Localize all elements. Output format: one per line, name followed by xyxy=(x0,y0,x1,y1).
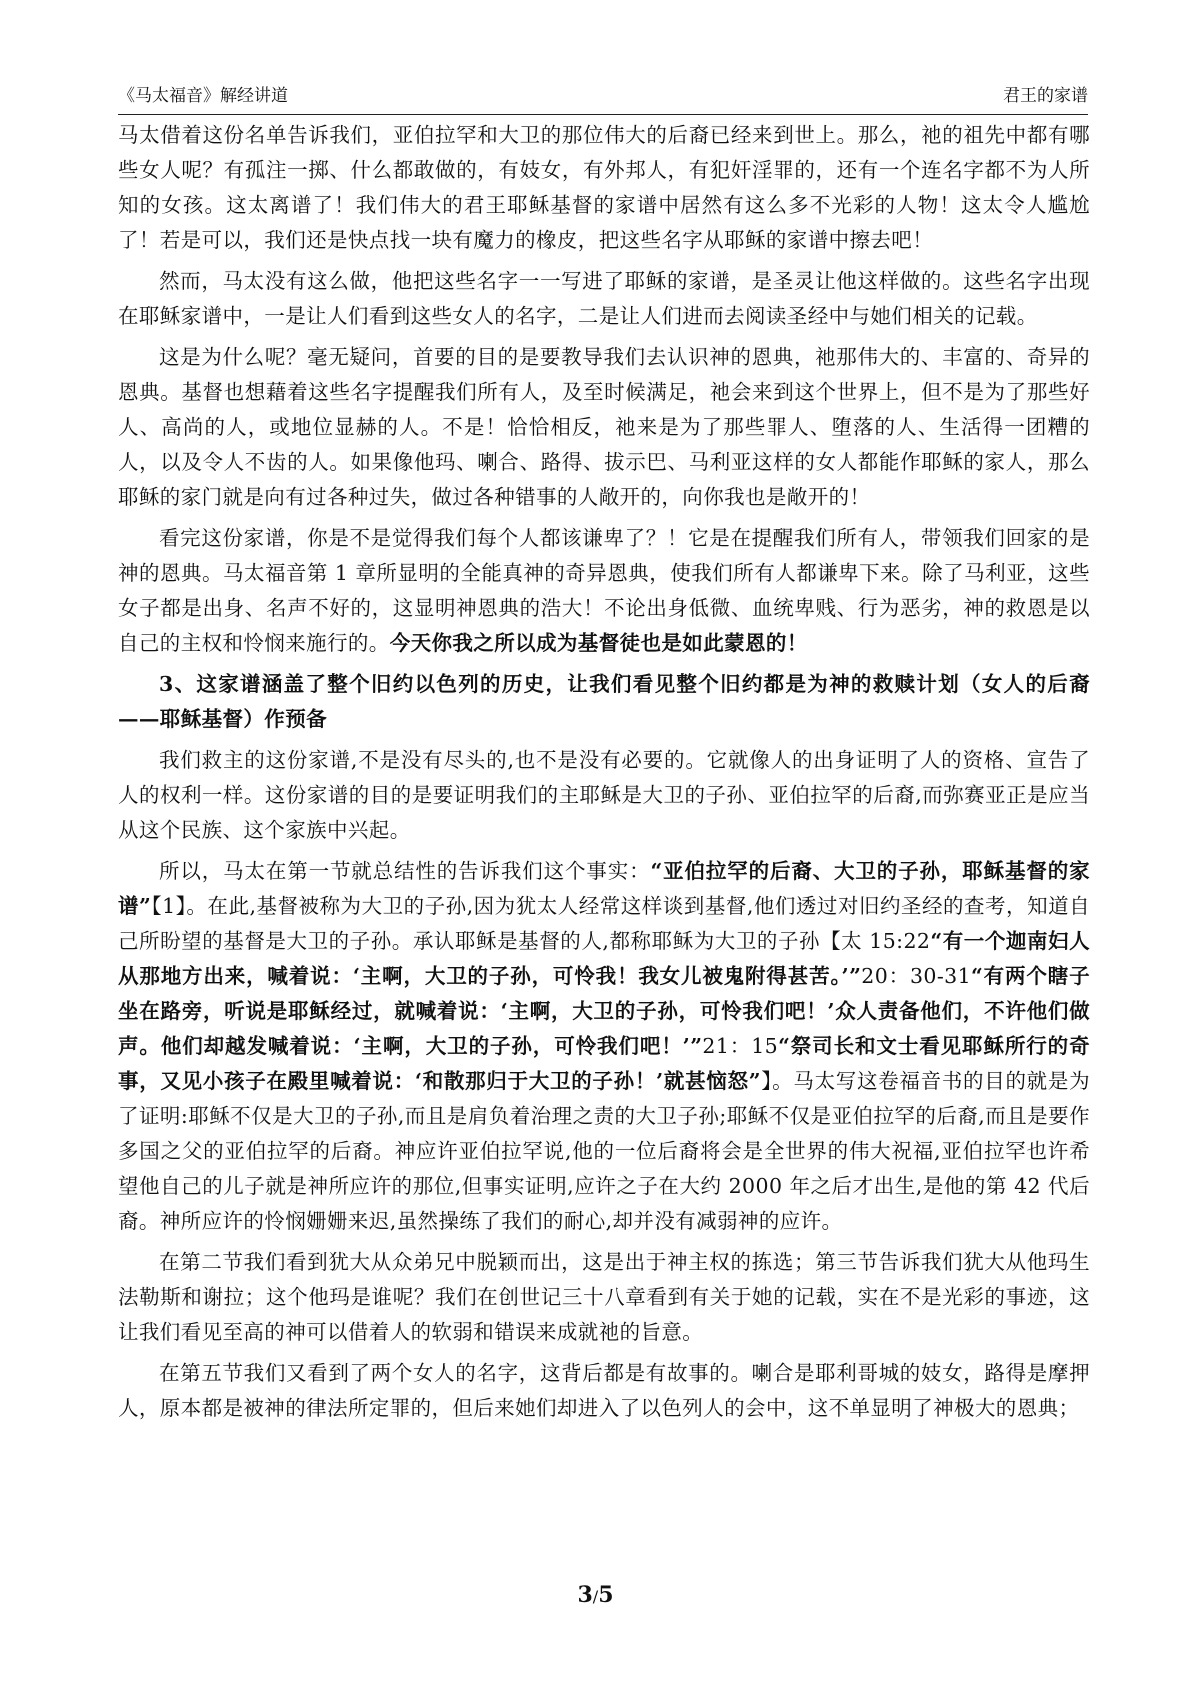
paragraph-1: 马太借着这份名单告诉我们，亚伯拉罕和大卫的那位伟大的后裔已经来到世上。那么，祂的祖先中都有哪些女人呢？有孤注一掷、什么都敢做的，有妓女，有外邦人，有犯奸淫罪的，还有一个连名字都不为人所知的女孩。这太离谱了！我们伟大的君王耶稣基督的家谱中居然有这么多不光彩的人物！这太令人尴尬了！若是可以，我们还是快点找一块有魔力的橡皮，把这些名字从耶稣的家谱中擦去吧！ xyxy=(118,123,1090,252)
paragraph-3: 这是为什么呢？毫无疑问，首要的目的是要教导我们去认识神的恩典，祂那伟大的、丰富的、奇异的恩典。基督也想藉着这些名字提醒我们所有人，及至时候满足，祂会来到这个世界上，但不是为了那些好人、高尚的人，或地位显赫的人。不是！恰恰相反，祂来是为了那些罪人、堕落的人、生活得一团糟的人，以及令人不齿的人。如果像他玛、喇合、路得、拔示巴、马利亚这样的女人都能作耶稣的家人，那么耶稣的家门就是向有过各种过失，做过各种错事的人敞开的，向你我也是敞开的！ xyxy=(118,345,1090,509)
paragraph-5: 我们救主的这份家谱,不是没有尽头的,也不是没有必要的。它就像人的出身证明了人的资格、宣告了人的权利一样。这份家谱的目的是要证明我们的主耶稣是大卫的子孙、亚伯拉罕的后裔,而弥赛亚正是应当从这个民族、这个家族中兴起。 xyxy=(118,748,1090,842)
paragraph-4-text: 看完这份家谱，你是不是觉得我们每个人都该谦卑了？！它是在提醒我们所有人，带领我们回家的是神的恩典。马太福音第 1 章所显明的全能真神的奇异恩典，使我们所有人都谦卑下来。除了马利亚，这些女子都是出身、名声不好的，这显明神恩典的浩大！不论出身低微、血统卑贱、行为恶劣，神的救恩是以自己的主权和怜悯来施行的。 xyxy=(118,526,1090,655)
section-heading-3: 3、这家谱涵盖了整个旧约以色列的历史，让我们看见整个旧约都是为神的救赎计划（女人的后裔——耶稣基督）作预备 xyxy=(118,672,1090,731)
scripture-quote-2: “有一个迦南妇人从那地方出来，喊着说：‘主啊，大卫的子孙，可怜我！我女儿被鬼附得甚苦。’” xyxy=(118,929,1090,988)
header-book-title: 《马太福音》解经讲道 xyxy=(118,86,288,106)
scripture-quote-1: “亚伯拉罕的后裔、大卫的子孙，耶稣基督的家谱” xyxy=(118,859,1090,918)
body-text xyxy=(118,118,1090,1426)
page-current: 3 xyxy=(577,1582,593,1608)
page-separator: / xyxy=(592,1587,599,1606)
scripture-quote-3: “有两个瞎子坐在路旁，听说是耶稣经过，就喊着说：‘主啊，大卫的子孙，可怜我们吧！’众人责备他们，不许他们做声。他们却越发喊着说：‘主啊，大卫的子孙，可怜我们吧！’” xyxy=(118,964,1090,1058)
scripture-quote-4: “祭司长和文士看见耶稣所行的奇事，又见小孩子在殿里喊着说：‘和散那归于大卫的子孙！’就甚恼怒” xyxy=(118,1034,1090,1093)
paragraph-6 xyxy=(118,854,1090,1239)
verse-ref-21: 21：15 xyxy=(702,1034,779,1058)
paragraph-4-emphasis: 今天你我之所以成为基督徒也是如此蒙恩的！ xyxy=(389,631,808,655)
paragraph-6-text-b: 【1】。在此,基督被称为大卫的子孙,因为犹太人经常这样谈到基督,他们透过对旧约圣经的查考，知道自己所盼望的基督是大卫的子孙。承认耶稣是基督的人,都称耶稣为大卫的子孙【太 15:22 xyxy=(118,894,1091,953)
paragraph-4 xyxy=(118,521,1090,661)
paragraph-6-text-e: 】。马太写这卷福音书的目的就是为了证明:耶稣不仅是大卫的子孙,而且是肩负着治理之责的大卫子孙;耶稣不仅是亚伯拉罕的后裔,而且是要作多国之父的亚伯拉罕的后裔。神应许亚伯拉罕说,他的一位后裔将会是全世界的伟大祝福,亚伯拉罕也许希望他自己的儿子就是神所应许的那位,但事实证明,应许之子在大约 2000 年之后才出生,是他的第 42 代后裔。神所应许的怜悯姗姗来迟,虽然操练了我们的耐心,却并没有减弱神的应许。 xyxy=(118,1069,1090,1233)
paragraph-8: 在第五节我们又看到了两个女人的名字，这背后都是有故事的。喇合是耶利哥城的妓女，路得是摩押人，原本都是被神的律法所定罪的，但后来她们却进入了以色列人的会中，这不单显明了神极大的恩典； xyxy=(118,1361,1090,1420)
header-chapter-title: 君王的家谱 xyxy=(1003,86,1088,106)
paragraph-7: 在第二节我们看到犹大从众弟兄中脱颖而出，这是出于神主权的拣选；第三节告诉我们犹大从他玛生法勒斯和谢拉；这个他玛是谁呢？我们在创世记三十八章看到有关于她的记载，实在不是光彩的事迹，这让我们看见至高的神可以借着人的软弱和错误来成就祂的旨意。 xyxy=(118,1250,1090,1344)
page-header xyxy=(118,82,1088,115)
paragraph-2: 然而，马太没有这么做，他把这些名字一一写进了耶稣的家谱，是圣灵让他这样做的。这些名字出现在耶稣家谱中，一是让人们看到这些女人的名字，二是让人们进而去阅读圣经中与她们相关的记载。 xyxy=(118,269,1090,328)
verse-ref-20: 20：30-31 xyxy=(861,964,972,988)
page-number xyxy=(0,1582,1191,1608)
paragraph-6-intro: 所以，马太在第一节就总结性的告诉我们这个事实： xyxy=(159,859,651,883)
page-total: 5 xyxy=(598,1582,614,1608)
